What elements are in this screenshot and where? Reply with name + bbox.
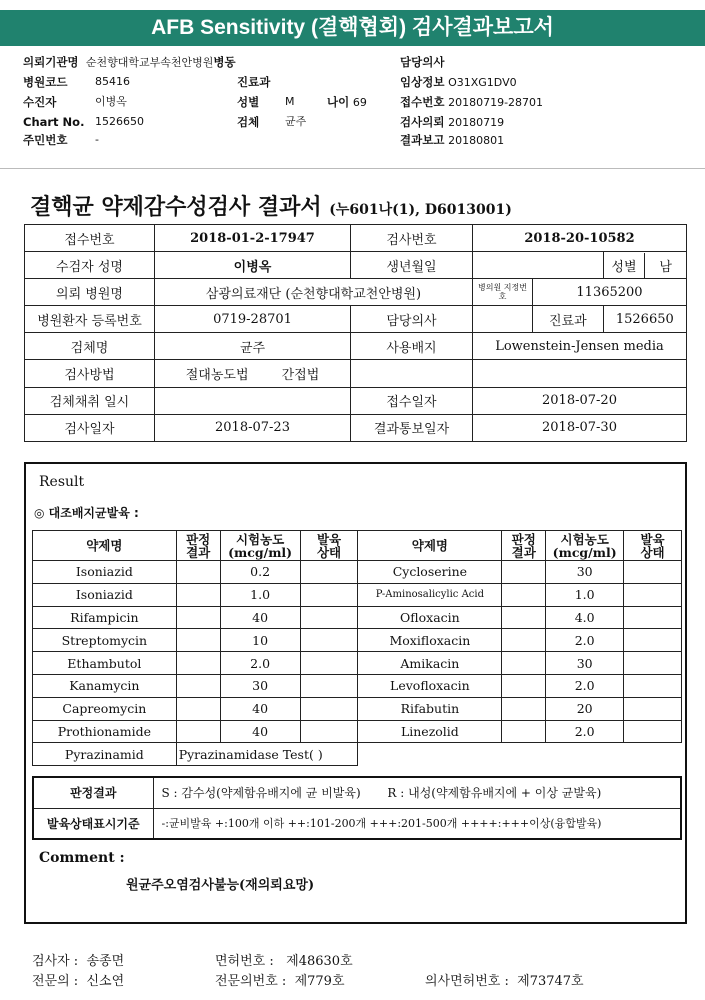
info-label: 의뢰 병원명 <box>25 279 155 306</box>
doctor-label: 담당의사 <box>400 55 445 69</box>
media-name: Lowenstein-Jensen media <box>473 333 687 360</box>
birth-date <box>473 252 604 279</box>
table-row <box>33 629 682 652</box>
drug-name: Kanamycin <box>33 674 177 697</box>
comment-text: 원균주오염검사불능(재의뢰요망) <box>126 878 315 893</box>
chart-value: 1526650 <box>95 115 144 128</box>
table-row <box>33 743 682 766</box>
patient-name: 이병옥 <box>155 252 351 279</box>
col-conc: 시험농도 (mcg/ml) <box>546 531 624 561</box>
hospital-code: 11365200 <box>533 279 687 306</box>
drug-name: Ethambutol <box>33 652 177 675</box>
code-label: 병원코드 <box>23 75 68 89</box>
info-label: 검체채취 일시 <box>25 387 155 414</box>
test-concentration: 30 <box>546 652 624 675</box>
growth-criteria: -:균비발육 +:100개 이하 ++:101-200개 +++:201-500개 ++++:+++이상(융합발육) <box>153 808 681 839</box>
control-growth-label: ◎ 대조배지균발육 : <box>34 506 139 520</box>
hospital-value: 순천향대학교부속천안병원 <box>85 56 214 69</box>
clinical-value: O31XG1DV0 <box>448 76 517 89</box>
judge-result <box>176 606 220 629</box>
growth-status <box>300 629 358 652</box>
col-conc: 시험농도 (mcg/ml) <box>220 531 300 561</box>
judge-result <box>176 652 220 675</box>
drug-name: Capreomycin <box>33 697 177 720</box>
judge-result <box>176 720 220 743</box>
request-label: 검사의뢰 <box>400 115 445 129</box>
info-label: 검사방법 <box>25 360 155 387</box>
info-label: 수검자 성명 <box>25 252 155 279</box>
growth-status <box>300 697 358 720</box>
drug-name: Cycloserine <box>358 561 502 584</box>
main-title-code: (누601나(1), D6013001) <box>329 202 512 218</box>
empty-cell <box>473 360 687 387</box>
table-row <box>33 674 682 697</box>
table-row <box>33 697 682 720</box>
tester: 검사자 : 송종면 <box>32 954 125 969</box>
report-value: 20180801 <box>448 134 505 147</box>
col-drug: 약제명 <box>33 531 177 561</box>
growth-status <box>624 629 682 652</box>
info-label: 사용배지 <box>351 333 473 360</box>
table-row <box>33 652 682 675</box>
request-value: 20180719 <box>448 116 505 129</box>
drug-name: Prothionamide <box>33 720 177 743</box>
growth-status <box>624 720 682 743</box>
rrn-label: 주민번호 <box>23 133 68 147</box>
info-label: 검사번호 <box>351 225 473 252</box>
test-concentration: 4.0 <box>546 606 624 629</box>
report-banner: AFB Sensitivity (결핵협회) 검사결과보고서 <box>0 10 705 46</box>
info-label: 병의원 지정번호 <box>473 279 533 306</box>
drug-name: Isoniazid <box>33 583 177 606</box>
growth-status <box>624 697 682 720</box>
judge-result <box>176 629 220 652</box>
test-concentration: 40 <box>220 697 300 720</box>
drug-name: Amikacin <box>358 652 502 675</box>
sex-label: 성별 <box>237 95 260 109</box>
growth-status <box>624 583 682 606</box>
specimen-value: 균주 <box>285 115 307 128</box>
chart-label: Chart No. <box>23 115 85 129</box>
test-concentration: 40 <box>220 606 300 629</box>
rrn-value: - <box>95 133 99 146</box>
hospital-label: 의뢰기관명 <box>23 55 79 69</box>
drug-name: Levofloxacin <box>358 674 502 697</box>
test-concentration: 10 <box>220 629 300 652</box>
drug-name: Ofloxacin <box>358 606 502 629</box>
info-label: 생년월일 <box>351 252 473 279</box>
judge-result <box>502 606 546 629</box>
collect-date <box>155 387 351 414</box>
doctor-license: 의사면허번호 : 제73747호 <box>425 974 584 989</box>
drug-name: Moxifloxacin <box>358 629 502 652</box>
drug-name: Linezolid <box>358 720 502 743</box>
judge-result <box>502 720 546 743</box>
growth-status <box>624 674 682 697</box>
info-label: 병원환자 등록번호 <box>25 306 155 333</box>
specimen-label: 검체 <box>237 115 260 129</box>
test-date: 2018-07-23 <box>155 414 351 441</box>
comment-label: Comment : <box>39 850 125 866</box>
judge-result <box>502 583 546 606</box>
judge-result <box>502 697 546 720</box>
test-concentration: 2.0 <box>220 652 300 675</box>
judge-result <box>176 561 220 584</box>
table-row <box>33 720 682 743</box>
judge-result <box>502 674 546 697</box>
test-concentration: 40 <box>220 720 300 743</box>
legend-table <box>32 776 682 840</box>
info-label: 검사일자 <box>25 414 155 441</box>
growth-status <box>300 606 358 629</box>
growth-criteria-label: 발육상태표시기준 <box>33 808 153 839</box>
sex-value: M <box>285 95 295 108</box>
test-concentration: 0.2 <box>220 561 300 584</box>
empty-cell <box>351 360 473 387</box>
notify-date: 2018-07-30 <box>473 414 687 441</box>
growth-status <box>300 561 358 584</box>
specimen-name: 균주 <box>155 333 351 360</box>
judge-result <box>502 629 546 652</box>
test-concentration: 1.0 <box>546 583 624 606</box>
info-label: 진료과 <box>533 306 604 333</box>
patient-label: 수진자 <box>23 95 57 109</box>
report-label: 결과보고 <box>400 133 445 147</box>
received-date: 2018-07-20 <box>473 387 687 414</box>
table-row <box>33 583 682 606</box>
drug-name: Pyrazinamid <box>33 743 177 766</box>
table-row <box>33 606 682 629</box>
info-label: 결과통보일자 <box>351 414 473 441</box>
info-label: 담당의사 <box>351 306 473 333</box>
info-label: 성별 <box>604 253 645 278</box>
judge-criteria-label: 판정결과 <box>33 777 153 808</box>
col-judge: 판정 결과 <box>176 531 220 561</box>
test-concentration: 2.0 <box>546 629 624 652</box>
result-section <box>24 462 687 924</box>
drug-name: Isoniazid <box>33 561 177 584</box>
result-title: Result <box>39 474 85 490</box>
test-concentration: 1.0 <box>220 583 300 606</box>
test-concentration: 20 <box>546 697 624 720</box>
receipt-value: 20180719-28701 <box>448 96 544 109</box>
license: 면허번호 : 제48630호 <box>215 954 353 969</box>
col-drug: 약제명 <box>358 531 502 561</box>
drug-name: P-Aminosalicylic Acid <box>358 583 502 606</box>
test-concentration: 2.0 <box>546 720 624 743</box>
growth-status <box>300 583 358 606</box>
code-value: 85416 <box>95 75 130 88</box>
dept-value: 1526650 <box>603 306 686 333</box>
judge-criteria: S : 감수성(약제함유배지에 균 비발육) R : 내성(약제함유배지에 + 이상 균발육) <box>153 777 681 808</box>
info-label: 접수번호 <box>25 225 155 252</box>
clinical-label: 임상정보 <box>400 75 445 89</box>
specialist: 전문의 : 신소연 <box>32 974 125 989</box>
age-label: 나이 <box>327 95 350 109</box>
test-concentration: 30 <box>220 674 300 697</box>
col-judge: 판정 결과 <box>502 531 546 561</box>
header-divider <box>0 168 705 169</box>
specialist-no: 전문의번호 : 제779호 <box>215 974 345 989</box>
main-title: 결핵균 약제감수성검사 결과서 (누601나(1), D6013001) <box>30 194 512 220</box>
test-concentration: 2.0 <box>546 674 624 697</box>
judge-result <box>502 652 546 675</box>
col-growth: 발육 상태 <box>624 531 682 561</box>
info-label: 접수일자 <box>351 387 473 414</box>
growth-status <box>624 652 682 675</box>
judge-result <box>502 561 546 584</box>
receipt-label: 접수번호 <box>400 95 445 109</box>
drug-name: Streptomycin <box>33 629 177 652</box>
growth-status <box>300 652 358 675</box>
growth-status <box>300 720 358 743</box>
receipt-no: 2018-01-2-17947 <box>155 225 351 252</box>
ward-label: 병동 <box>213 55 236 69</box>
test-no: 2018-20-10582 <box>473 225 687 252</box>
drug-name: Rifabutin <box>358 697 502 720</box>
hospital-name: 삼광의료재단 (순천향대학교천안병원) <box>155 279 473 306</box>
doctor-name <box>473 306 533 333</box>
patient-value: 이병옥 <box>95 95 127 108</box>
info-table <box>24 224 687 442</box>
judge-result <box>176 697 220 720</box>
judge-result <box>176 674 220 697</box>
pyrazinamidase-test: Pyrazinamidase Test( ) <box>176 743 358 766</box>
table-row <box>33 561 682 584</box>
empty-cell <box>358 743 682 766</box>
dept-label: 진료과 <box>237 75 271 89</box>
col-growth: 발육 상태 <box>300 531 358 561</box>
growth-status <box>300 674 358 697</box>
age-value: 69 <box>352 96 367 109</box>
growth-status <box>624 606 682 629</box>
patient-sex: 남 <box>659 259 672 275</box>
growth-status <box>624 561 682 584</box>
patient-reg-no: 0719-28701 <box>155 306 351 333</box>
judge-result <box>176 583 220 606</box>
drug-table <box>32 530 682 766</box>
drug-name: Rifampicin <box>33 606 177 629</box>
test-method: 절대농도법 간접법 <box>155 360 351 387</box>
test-concentration: 30 <box>546 561 624 584</box>
info-label: 검체명 <box>25 333 155 360</box>
